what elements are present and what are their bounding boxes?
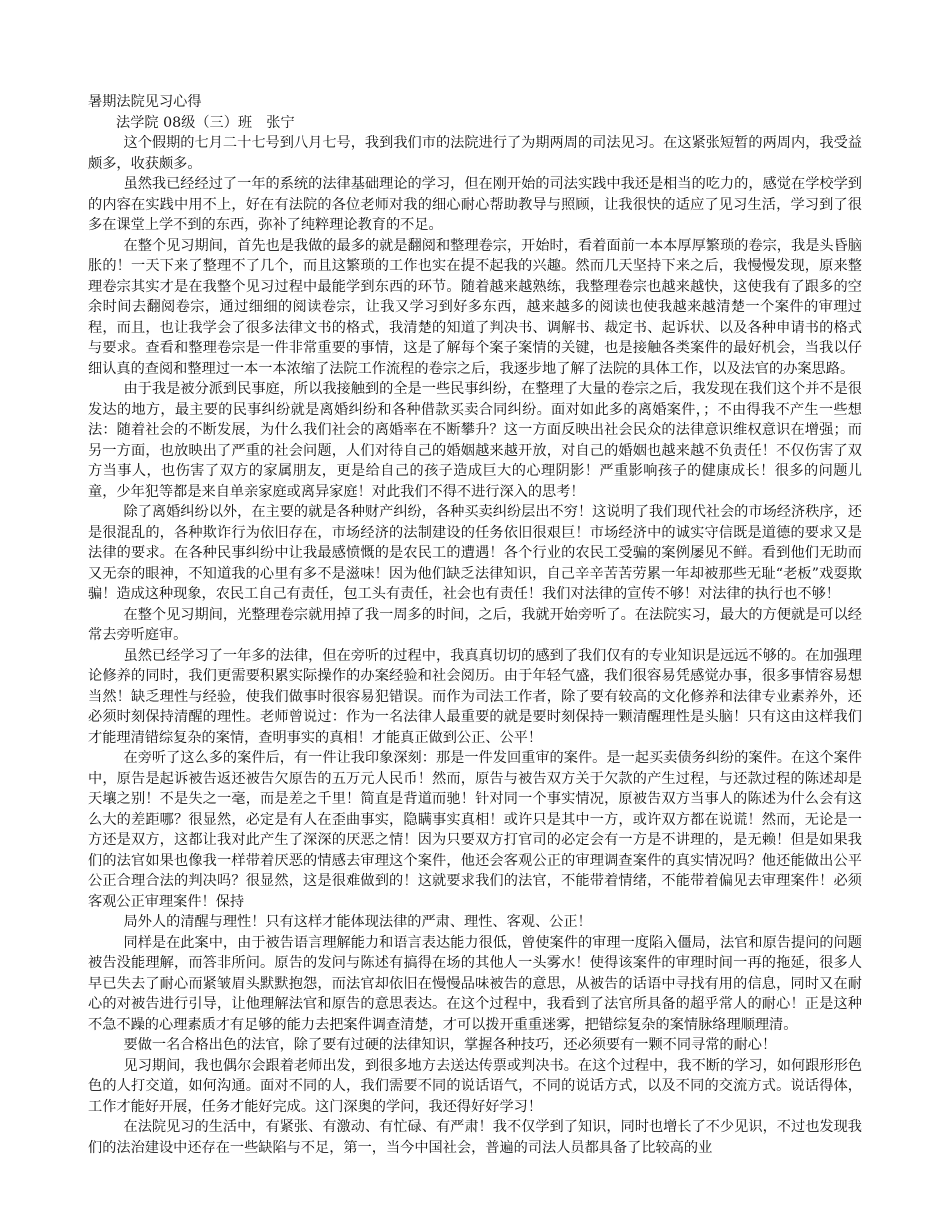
paragraph: 见习期间，我也偶尔会跟着老师出发，到很多地方去送达传票或判决书。在这个过程中，我不断的学习，如何跟形形色色的人打交道，如何沟通。面对不同的人，我们需要不同的说话语气，不同的说话方式，以及不同的交流方式。说话得体，工作才能好开展，任务才能好完成。这门深奥的学问，我还得好好学习！ xyxy=(88,1057,862,1115)
paragraph: 除了离婚纠纷以外，在主要的就是各种财产纠纷，各种买卖纠纷层出不穷！这说明了我们现代社会的市场经济秩序，还是很混乱的，各种欺诈行为依旧存在，市场经济的法制建设的任务依旧很艰巨！市场经济中的诚实守信既是道德的要求又是法律的要求。在各种民事纠纷中让我最感愤慨的是农民工的遭遇！各个行业的农民工受骗的案例屡见不鲜。看到他们无助而又无奈的眼神，不知道我的心里有多不是滋味！因为他们缺乏法律知识，自己辛辛苦苦劳累一年却被那些无耻“老板”戏耍欺骗！造成这种现象，农民工自己有责任，包工头有责任，社会也有责任！我们对法律的宣传不够！对法律的执行也不够！ xyxy=(88,504,862,602)
paragraph: 这个假期的七月二十七号到八月七号，我到我们市的法院进行了为期两周的司法见习。在这紧张短暂的两周内，我受益颇多，收获颇多。 xyxy=(88,135,862,172)
document-title: 暑期法院见习心得 xyxy=(88,94,202,110)
paragraph: 要做一名合格出色的法官，除了要有过硬的法律知识，掌握各种技巧，还必须要有一颗不同寻常的耐心！ xyxy=(123,1037,777,1053)
paragraph: 在旁听了这么多的案件后，有一件让我印象深刻：那是一件发回重审的案件。是一起买卖债务纠纷的案件。在这个案件中，原告是起诉被告返还被告欠原告的五万元人民币！然而，原告与被告双方关于欠款的产生过程，与还款过程的陈述却是天壤之别！不是失之一毫，而是差之千里！简直是背道而驰！针对同一个事实情况，原被告双方当事人的陈述为什么会有这么大的差距哪？很显然，必定是有人在歪曲事实，隐瞒事实真相！或许只是其中一方，或许双方都在说谎！然而，无论是一方还是双方，这都让我对此产生了深深的厌恶之情！因为只要双方打官司的必定会有一方是不讲理的，是无赖！但是如果我们的法官如果也像我一样带着厌恶的情感去审理这个案件，他还会客观公正的审理调查案件的真实情况吗？他还能做出公平公正合理合法的判决吗？很显然，这是很难做到的！这就要求我们的法官，不能带着情绪，不能带着偏见去审理案件！必须客观公正审理案件！保持 xyxy=(88,750,862,910)
paragraph: 在整个见习期间，首先也是我做的最多的就是翻阅和整理卷宗，开始时，看着面前一本本厚厚繁琐的卷宗，我是头昏脑胀的！一天下来了整理不了几个，而且这繁琐的工作也实在提不起我的兴趣。然而几天坚持下来之后，我慢慢发现，原来整理卷宗其实才是在我整个见习过程中最能学到东西的环节。随着越来越熟练，我整理卷宗也越来越快，这使我有了跟多的空余时间去翻阅卷宗，通过细细的阅读卷宗，让我又学习到好多东西，越来越多的阅读也使我越来越清楚一个案件的审理过程，而且，也让我学会了很多法律文书的格式，我清楚的知道了判决书、调解书、裁定书、起诉状、以及各种申请书的格式与要求。查看和整理卷宗是一件非常重要的事情，这是了解每个案子案情的关键，也是接触各类案件的最好机会，当我以仔细认真的查阅和整理过一本一本浓缩了法院工作流程的卷宗之后，我逐步地了解了法院的具体工作，以及法官的办案思路。 xyxy=(88,237,862,377)
paragraph: 虽然我已经经过了一年的系统的法律基础理论的学习，但在刚开始的司法实践中我还是相当的吃力的，感觉在学校学到的内容在实践中用不上，好在有法院的各位老师对我的细心耐心帮助教导与照顾，让我很快的适应了见习生活，学习到了很多在课堂上学不到的东西，弥补了纯粹理论教育的不足。 xyxy=(88,176,862,233)
paragraph-continuation: 局外人的清醒与理性！只有这样才能体现法律的严肃、理性、客观、公正！ xyxy=(123,914,592,930)
author-byline: 法学院 08级（三）班 张宁 xyxy=(116,114,295,131)
paragraph: 在法院见习的生活中，有紧张、有激动、有忙碌、有严肃！我不仅学到了知识，同时也增长了不少见识，不过也发现我们的法治建设中还存在一些缺陷与不足，第一，当今中国社会，普遍的司法人员都具备了比较高的业 xyxy=(88,1119,862,1156)
document-body xyxy=(88,92,862,1158)
paragraph: 虽然已经学习了一年多的法律，但在旁听的过程中，我真真切切的感到了我们仅有的专业知识是远远不够的。在加强理论修养的同时，我们更需要积累实际操作的办案经验和社会阅历。由于年轻气盛，我们很容易凭感觉办事，很多事情容易想当然！缺乏理性与经验，使我们做事时很容易犯错误。而作为司法工作者，除了要有较高的文化修养和法律专业素养外，还必须时刻保持清醒的理性。老师曾说过：作为一名法律人最重要的就是要时刻保持一颗清醒理性是头脑！只有这由这样我们才能理清错综复杂的案情，查明事实的真相！才能真正做到公正、公平！ xyxy=(88,647,862,746)
paragraph: 同样是在此案中，由于被告语言理解能力和语言表达能力很低，曾使案件的审理一度陷入僵局，法官和原告提问的问题被告没能理解，而答非所问。原告的发问与陈述有搞得在场的其他人一头雾水！使得该案件的审理时间一再的拖延，很多人早已失去了耐心而紧皱眉头默默抱怨，而法官却依旧在慢慢品味被告的意思，从被告的话语中寻找有用的信息，同时又在耐心的对被告进行引导，让他理解法官和原告的意思表达。在这个过程中，我看到了法官所具备的超乎常人的耐心！正是这种不急不躁的心理素质才有足够的能力去把案件调查清楚，才可以拨开重重迷雾，把错综复杂的案情脉络理顺理清。 xyxy=(88,934,862,1033)
paragraph: 在整个见习期间，光整理卷宗就用掉了我一周多的时间，之后，我就开始旁听了。在法院实习，最大的方便就是可以经常去旁听庭审。 xyxy=(88,606,862,643)
paragraph: 由于我是被分派到民事庭，所以我接触到的全是一些民事纠纷，在整理了大量的卷宗之后，我发现在我们这个并不是很发达的地方，最主要的民事纠纷就是离婚纠纷和各种借款买卖合同纠纷。面对如此多的离婚案件，；不由得我不产生一些想法：随着社会的不断发展，为什么我们社会的离婚率在不断攀升？这一方面反映出社会民众的法律意识维权意识在增强；而另一方面，也放映出了严重的社会问题，人们对待自己的婚姻越来越开放，对自己的婚姻也越来越不负责任！不仅伤害了双方当事人，也伤害了双方的家属朋友，更是给自己的孩子造成巨大的心理阴影！严重影响孩子的健康成长！很多的问题儿童，少年犯等都是来自单亲家庭或离异家庭！对此我们不得不进行深入的思考！ xyxy=(88,381,862,500)
